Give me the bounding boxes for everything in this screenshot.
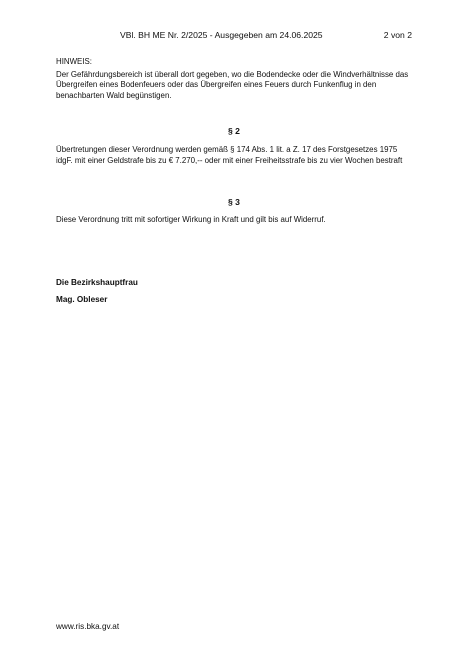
header-page-info: 2 von 2: [383, 30, 412, 40]
hinweis-text: Der Gefährdungsbereich ist überall dort gegeben, wo die Bodendecke oder die Windverhältnisse das Übergreifen eines Bodenfeuers oder das Übergreifen eines Feuers durch Funkenflug in den benachbarten Wald begünstigen.: [56, 69, 409, 100]
hinweis-label: HINWEIS:: [56, 57, 92, 66]
section-2-text: Übertretungen dieser Verordnung werden gemäß § 174 Abs. 1 lit. a Z. 17 des Forstgesetzes 1975 idgF. mit einer Geldstrafe bis zu € 7.270,-- oder mit einer Freiheitsstrafe bis zu vier Wochen bestraft: [56, 145, 403, 165]
footer-url: www.ris.bka.gv.at: [56, 622, 120, 631]
section-3-heading: § 3: [228, 197, 240, 207]
section-3-text: Diese Verordnung tritt mit sofortiger Wirkung in Kraft und gilt bis auf Widerruf.: [56, 215, 326, 224]
section-2-heading: § 2: [228, 126, 240, 136]
header-title: VBl. BH ME Nr. 2/2025 - Ausgegeben am 24.06.2025: [120, 30, 323, 40]
hinweis-block: [56, 57, 412, 101]
page-header: [120, 30, 412, 41]
signature-title: Die Bezirkshauptfrau: [56, 278, 138, 287]
signature-name: Mag. Obleser: [56, 294, 108, 304]
signature-block: [56, 278, 138, 305]
